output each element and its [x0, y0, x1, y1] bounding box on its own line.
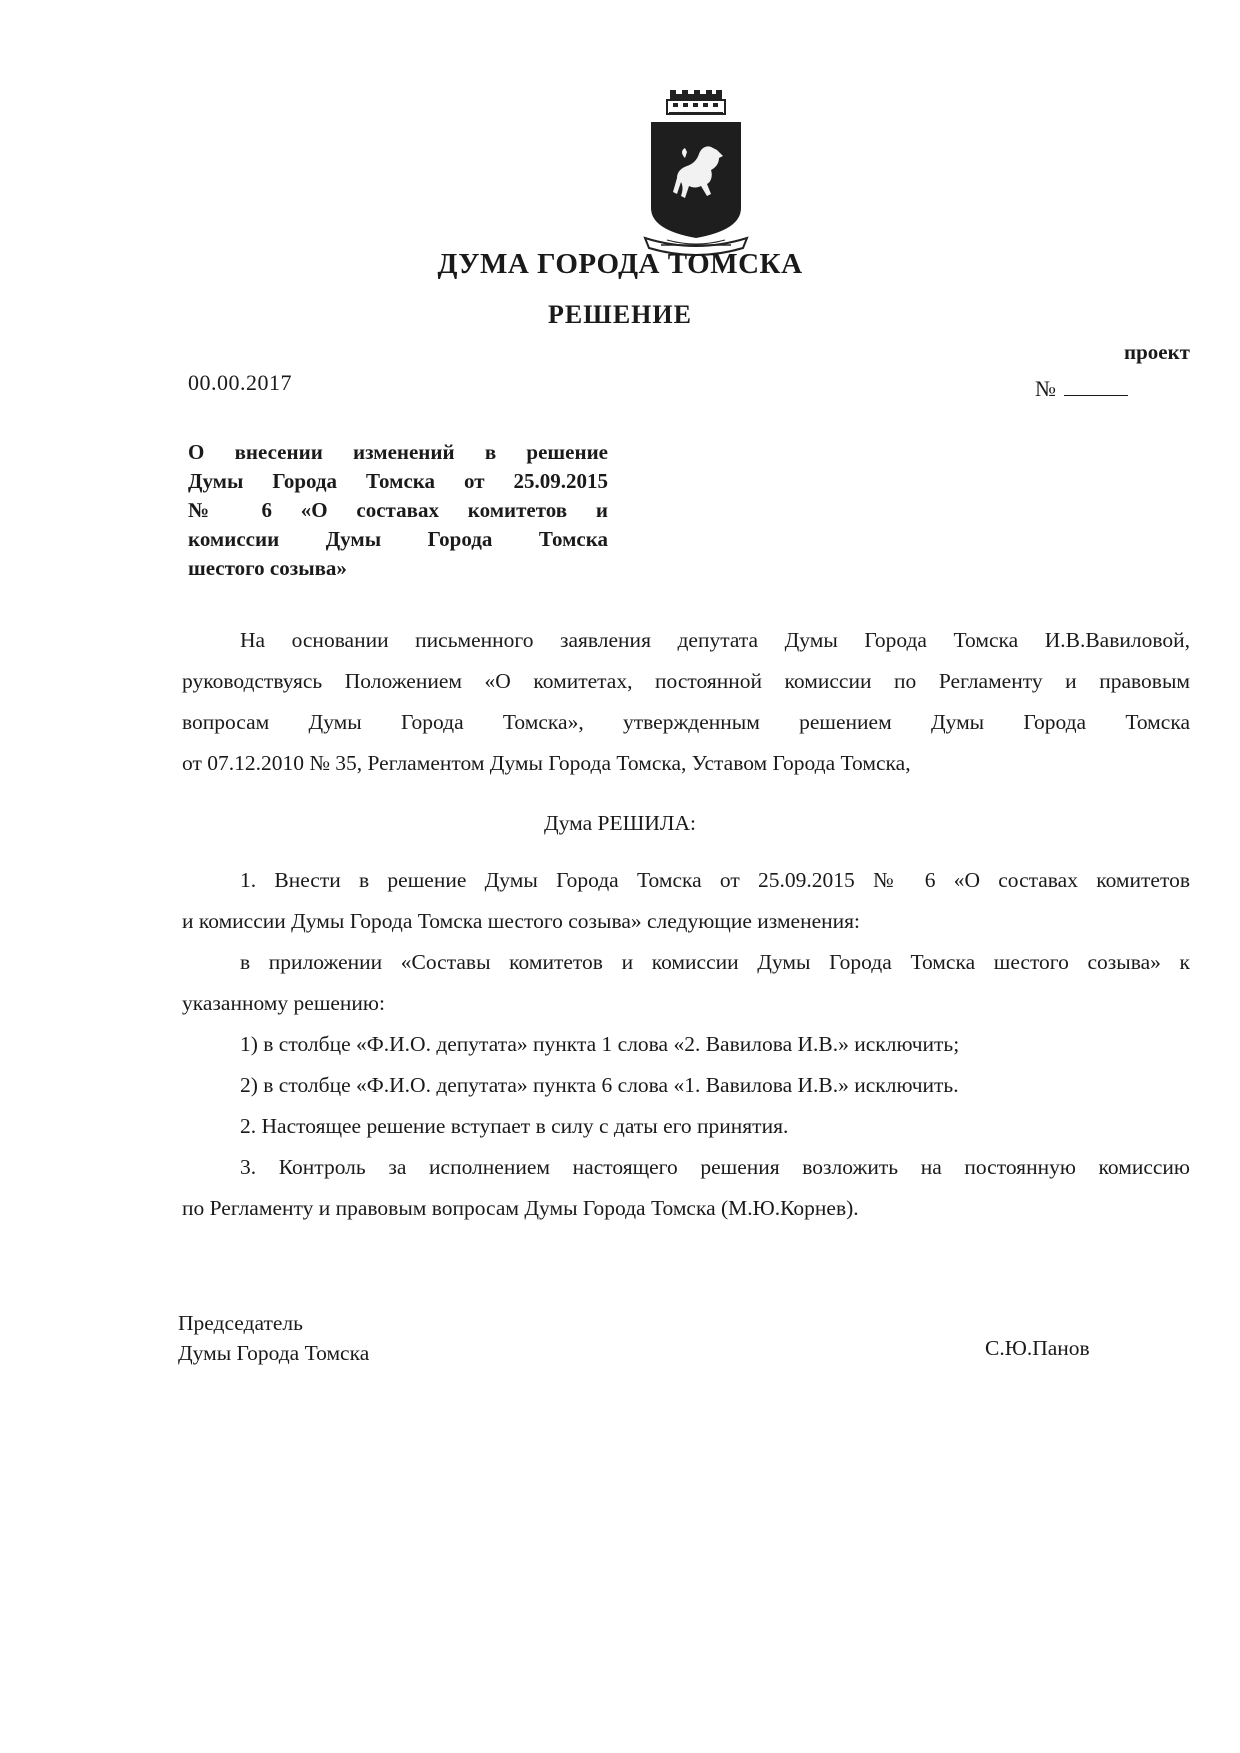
subject-heading	[188, 438, 608, 583]
item-1-line: и комиссии Думы Города Томска шестого созыва» следующие изменения:	[182, 909, 861, 933]
intro-line: руководствуясь Положением «О комитетах, постоянной комиссии по Регламенту и правовым	[182, 669, 1190, 693]
doc-date: 00.00.2017	[188, 370, 292, 395]
doc-type: РЕШЕНИЕ	[548, 300, 692, 329]
sub-item-1: 1) в столбце «Ф.И.О. депутата» пункта 1 слова «2. Вавилова И.В.» исключить;	[240, 1032, 960, 1056]
intro-line: На основании письменного заявления депутата Думы Города Томска И.В.Вавиловой,	[240, 628, 1190, 652]
item-2: 2. Настоящее решение вступает в силу с даты его принятия.	[240, 1114, 789, 1138]
signature-title	[178, 1308, 369, 1368]
item-3-line: 3. Контроль за исполнением настоящего решения возложить на постоянную комиссию	[240, 1155, 1190, 1179]
item-1-line: 1. Внести в решение Думы Города Томска от 25.09.2015 № 6 «О составах комитетов	[240, 868, 1190, 892]
doc-number	[1035, 376, 1128, 402]
intro-line: от 07.12.2010 № 35, Регламентом Думы Города Томска, Уставом Города Томска,	[182, 751, 911, 775]
subject-line: № 6 «О составах комитетов и	[188, 498, 608, 522]
sub-item-2: 2) в столбце «Ф.И.О. депутата» пункта 6 слова «1. Вавилова И.В.» исключить.	[240, 1073, 959, 1097]
subject-line: шестого созыва»	[188, 556, 347, 580]
subject-line: Думы Города Томска от 25.09.2015	[188, 469, 608, 493]
subject-line: комиссии Думы Города Томска	[188, 527, 608, 551]
subject-line: О внесении изменений в решение	[188, 440, 608, 464]
resolved-heading: Дума РЕШИЛА:	[544, 811, 696, 835]
number-blank	[1064, 377, 1128, 396]
signer-name: С.Ю.Панов	[985, 1336, 1090, 1360]
tomsk-coat-of-arms-icon	[637, 88, 755, 256]
annex-line: в приложении «Составы комитетов и комиссии Думы Города Томска шестого созыва» к	[240, 950, 1190, 974]
decision-items	[182, 860, 1190, 1229]
signature-title-line: Думы Города Томска	[178, 1341, 370, 1365]
org-title: ДУМА ГОРОДА ТОМСКА	[437, 248, 803, 280]
intro-line: вопросам Думы Города Томска», утвержденным решением Думы Города Томска	[182, 710, 1190, 734]
intro-paragraph	[182, 620, 1190, 784]
draft-label: проект	[1123, 340, 1190, 364]
signature-title-line: Председатель	[178, 1311, 303, 1335]
item-3-line: по Регламенту и правовым вопросам Думы Города Томска (М.Ю.Корнев).	[182, 1196, 859, 1220]
number-label: №	[1035, 376, 1056, 401]
annex-line: указанному решению:	[182, 991, 385, 1015]
